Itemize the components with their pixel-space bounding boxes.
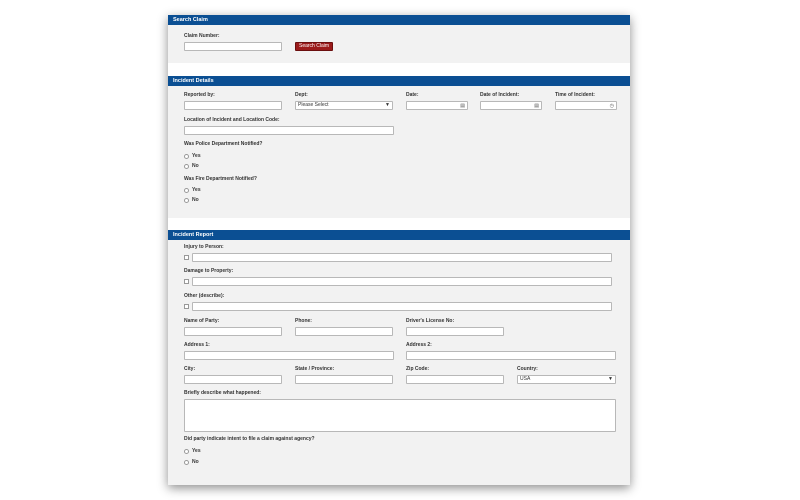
claim-intent-no-radio[interactable] [184, 460, 189, 465]
address1-input[interactable] [184, 351, 394, 360]
time-of-incident-input[interactable] [555, 101, 617, 110]
clock-icon[interactable]: ◷ [609, 103, 614, 109]
describe-textarea[interactable] [184, 399, 616, 432]
phone-label: Phone: [295, 318, 312, 324]
drivers-license-input[interactable] [406, 327, 504, 336]
police-question: Was Police Department Notified? [184, 141, 263, 147]
damage-input[interactable] [192, 277, 612, 286]
date-of-incident-input[interactable] [480, 101, 542, 110]
damage-checkbox[interactable] [184, 279, 189, 284]
date-input[interactable] [406, 101, 468, 110]
zip-label: Zip Code: [406, 366, 430, 372]
incident-report-header: Incident Report [168, 230, 630, 240]
dept-selected-value: Please Select [298, 102, 329, 108]
injury-input[interactable] [192, 253, 612, 262]
chevron-down-icon: ▼ [385, 102, 390, 108]
claim-form [168, 15, 630, 485]
country-label: Country: [517, 366, 538, 372]
fire-no-radio[interactable] [184, 198, 189, 203]
calendar-icon[interactable]: ▤ [534, 103, 539, 109]
other-input[interactable] [192, 302, 612, 311]
search-claim-section [168, 15, 630, 63]
chevron-down-icon: ▼ [608, 376, 613, 382]
other-label: Other (describe): [184, 293, 225, 299]
zip-input[interactable] [406, 375, 504, 384]
injury-checkbox[interactable] [184, 255, 189, 260]
name-of-party-label: Name of Party: [184, 318, 220, 324]
injury-label: Injury to Person: [184, 244, 224, 250]
search-claim-header: Search Claim [168, 15, 630, 25]
claim-intent-question: Did party indicate intent to file a claim against agency? [184, 436, 315, 442]
dept-label: Dept: [295, 92, 308, 98]
city-label: City: [184, 366, 196, 372]
fire-question: Was Fire Department Notified? [184, 176, 257, 182]
claim-number-input[interactable] [184, 42, 282, 51]
damage-label: Damage to Property: [184, 268, 234, 274]
other-checkbox[interactable] [184, 304, 189, 309]
name-of-party-input[interactable] [184, 327, 282, 336]
location-input[interactable] [184, 126, 394, 135]
address1-label: Address 1: [184, 342, 210, 348]
state-label: State / Province: [295, 366, 335, 372]
search-claim-button[interactable]: Search Claim [295, 42, 333, 51]
address2-input[interactable] [406, 351, 616, 360]
incident-details-header: Incident Details [168, 76, 630, 86]
drivers-license-label: Driver's License No: [406, 318, 455, 324]
fire-no-label: No [192, 197, 199, 203]
country-select[interactable] [517, 375, 616, 384]
claim-intent-yes-radio[interactable] [184, 449, 189, 454]
dept-select[interactable] [295, 101, 393, 110]
claim-number-label: Claim Number: [184, 33, 220, 39]
address2-label: Address 2: [406, 342, 432, 348]
incident-details-section [168, 76, 630, 218]
calendar-icon[interactable]: ▤ [460, 103, 465, 109]
country-selected-value: USA [520, 376, 531, 382]
location-label: Location of Incident and Location Code: [184, 117, 280, 123]
describe-label: Briefly describe what happened: [184, 390, 261, 396]
police-yes-label: Yes [192, 153, 201, 159]
fire-yes-label: Yes [192, 187, 201, 193]
phone-input[interactable] [295, 327, 393, 336]
reported-by-label: Reported by: [184, 92, 215, 98]
city-input[interactable] [184, 375, 282, 384]
state-input[interactable] [295, 375, 393, 384]
police-no-label: No [192, 163, 199, 169]
date-label: Date: [406, 92, 419, 98]
police-no-radio[interactable] [184, 164, 189, 169]
police-yes-radio[interactable] [184, 154, 189, 159]
time-of-incident-label: Time of Incident: [555, 92, 595, 98]
claim-intent-yes-label: Yes [192, 448, 201, 454]
date-of-incident-label: Date of Incident: [480, 92, 520, 98]
fire-yes-radio[interactable] [184, 188, 189, 193]
claim-intent-no-label: No [192, 459, 199, 465]
incident-report-section [168, 230, 630, 485]
reported-by-input[interactable] [184, 101, 282, 110]
